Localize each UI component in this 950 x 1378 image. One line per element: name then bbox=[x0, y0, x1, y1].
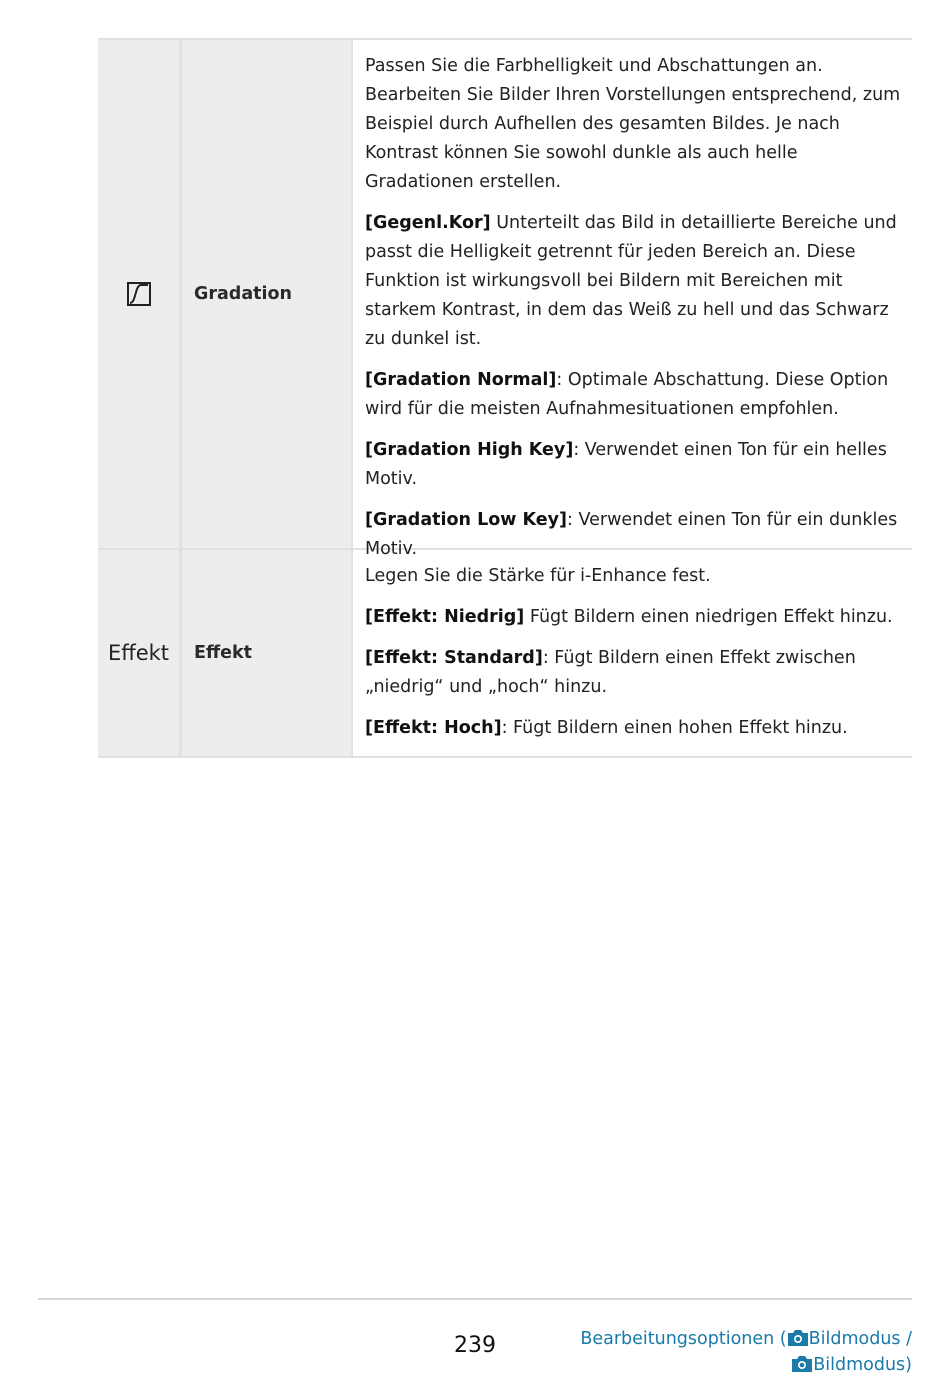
section-link-line2[interactable] bbox=[580, 1352, 912, 1378]
setting-name: Effekt bbox=[182, 550, 353, 756]
option-item bbox=[365, 436, 902, 494]
option-term: [Gradation High Key] bbox=[365, 440, 574, 460]
icon-cell bbox=[98, 40, 182, 548]
setting-description bbox=[353, 550, 912, 756]
option-text: Fügt Bildern einen niedrigen Effekt hinzu. bbox=[524, 607, 893, 627]
icon-cell bbox=[98, 550, 182, 756]
section-link-text[interactable]: Bildmodus / bbox=[808, 1329, 912, 1349]
footer-divider bbox=[38, 1298, 912, 1300]
section-link-line1[interactable] bbox=[580, 1326, 912, 1352]
option-term: [Effekt: Hoch] bbox=[365, 718, 502, 738]
camera-icon bbox=[791, 1355, 813, 1373]
effekt-icon-label: Effekt bbox=[107, 641, 170, 665]
option-text: : Verwendet einen Ton für ein dunkles Motiv. bbox=[365, 510, 898, 559]
option-item bbox=[365, 603, 902, 632]
table-row bbox=[98, 40, 912, 559]
option-term: [Gradation Low Key] bbox=[365, 510, 568, 530]
option-text: : Verwendet einen Ton für ein helles Motiv. bbox=[365, 440, 887, 489]
option-term: [Gegenl.Kor] bbox=[365, 213, 491, 233]
option-item bbox=[365, 209, 902, 354]
setting-name: Gradation bbox=[182, 40, 353, 548]
page-number: 239 bbox=[454, 1333, 496, 1358]
option-term: [Effekt: Niedrig] bbox=[365, 607, 525, 627]
section-link-text[interactable]: Bildmodus) bbox=[813, 1355, 912, 1375]
option-item bbox=[365, 366, 902, 424]
option-term: [Gradation Normal] bbox=[365, 370, 557, 390]
setting-description bbox=[353, 40, 912, 559]
option-text: : Fügt Bildern einen Effekt zwischen „niedrig“ und „hoch“ hinzu. bbox=[365, 648, 856, 697]
section-link-text[interactable]: Bearbeitungsoptionen ( bbox=[580, 1329, 787, 1349]
settings-table bbox=[98, 38, 912, 758]
gradation-curve-icon bbox=[126, 281, 152, 307]
camera-icon bbox=[787, 1329, 809, 1347]
option-text: Unterteilt das Bild in detaillierte Bereiche und passt die Helligkeit getrennt für jeden Bereich an. Diese Funktion ist wirkungsvoll bei Bildern mit Bereichen mit starkem Kontrast, in dem das Weiß zu hell und das Schwarz zu dunkel ist. bbox=[365, 213, 897, 349]
table-row bbox=[98, 550, 912, 758]
option-text: : Optimale Abschattung. Diese Option wird für die meisten Aufnahmesituationen empfohlen. bbox=[365, 370, 889, 419]
description-intro: Passen Sie die Farbhelligkeit und Abschattungen an. Bearbeiten Sie Bilder Ihren Vorstellungen entsprechend, zum Beispiel durch Aufhellen des gesamten Bildes. Je nach Kontrast können Sie sowohl dunkle als auch helle Gradationen erstellen. bbox=[365, 56, 901, 192]
option-item bbox=[365, 714, 902, 743]
option-text: : Fügt Bildern einen hohen Effekt hinzu. bbox=[501, 718, 848, 738]
option-term: [Effekt: Standard] bbox=[365, 648, 543, 668]
description-intro: Legen Sie die Stärke für i-Enhance fest. bbox=[365, 566, 711, 586]
section-link[interactable] bbox=[580, 1326, 912, 1378]
option-item bbox=[365, 644, 902, 702]
